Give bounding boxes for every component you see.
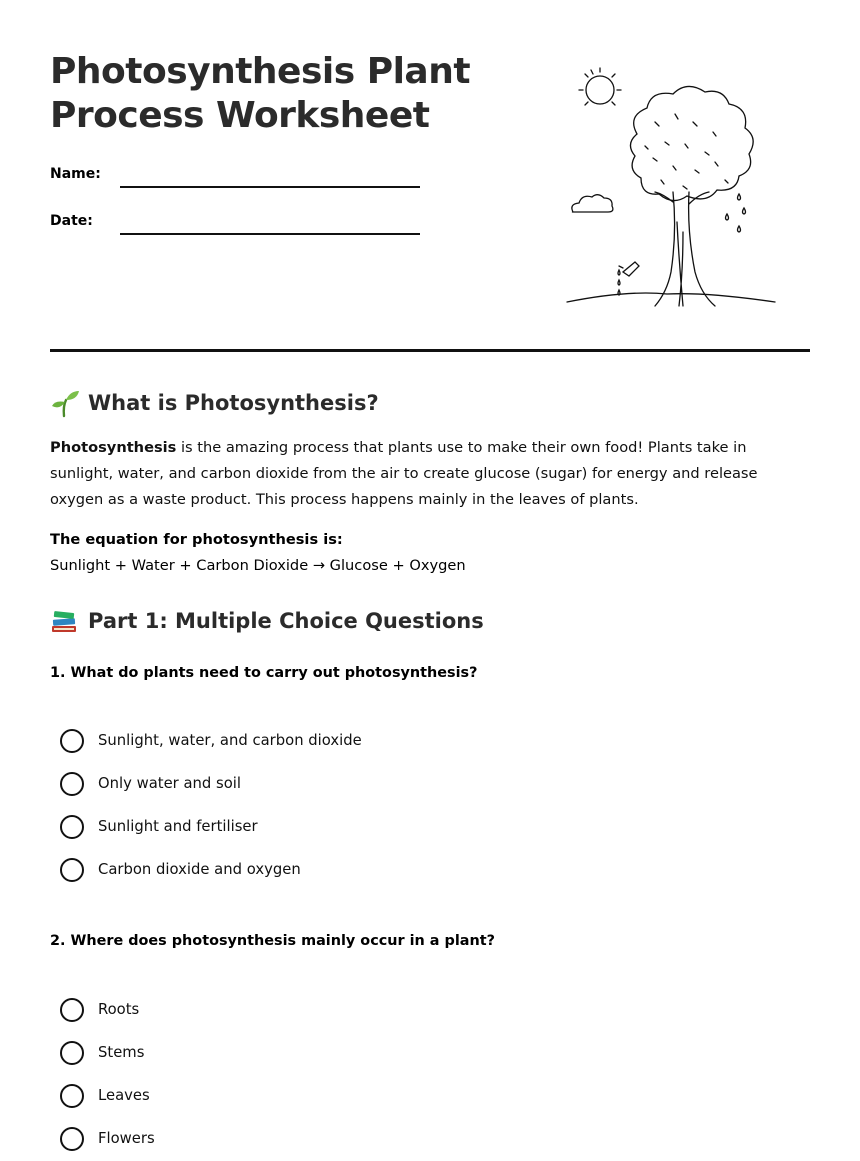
tree-canopy: [630, 86, 753, 200]
ground-line: [567, 293, 775, 302]
worksheet-header: [50, 50, 810, 320]
radio-button[interactable]: [60, 815, 84, 839]
seedling-icon: [50, 388, 80, 418]
part1-section: [50, 606, 810, 636]
sun-rays: [579, 68, 621, 105]
radio-button[interactable]: [60, 1041, 84, 1065]
option-q2-d[interactable]: [60, 1117, 155, 1160]
intro-paragraph: [50, 435, 810, 513]
equation-label: The equation for photosynthesis is:: [50, 531, 343, 548]
intro-heading: [50, 388, 810, 418]
sun-icon: [586, 76, 614, 104]
option-q2-c[interactable]: [60, 1074, 155, 1117]
name-field[interactable]: [50, 166, 420, 182]
option-label: Sunlight and fertiliser: [98, 818, 258, 835]
intro-paragraph-text: is the amazing process that plants use to make their own food! Plants take in sunlight, water, and carbon dioxide from the air to create glucose (sugar) for energy and release oxygen as a waste product. This process happens mainly in the leaves of plants.: [50, 439, 758, 508]
option-label: Carbon dioxide and oxygen: [98, 861, 301, 878]
radio-button[interactable]: [60, 772, 84, 796]
radio-button[interactable]: [60, 858, 84, 882]
intro-section: [50, 388, 810, 579]
radio-button[interactable]: [60, 1084, 84, 1108]
option-q1-a[interactable]: [60, 719, 362, 762]
option-label: Stems: [98, 1044, 145, 1061]
radio-button[interactable]: [60, 1127, 84, 1151]
name-label: Name:: [50, 166, 101, 182]
tree-trunk: [655, 192, 715, 306]
radio-button[interactable]: [60, 998, 84, 1022]
option-label: Sunlight, water, and carbon dioxide: [98, 732, 362, 749]
question-2-options: [60, 988, 155, 1160]
watering-can-icon: [619, 262, 639, 276]
radio-button[interactable]: [60, 729, 84, 753]
option-q1-b[interactable]: [60, 762, 362, 805]
question-1-options: [60, 719, 362, 891]
part1-heading-text: Part 1: Multiple Choice Questions: [88, 609, 484, 633]
option-q1-d[interactable]: [60, 848, 362, 891]
option-q1-c[interactable]: [60, 805, 362, 848]
equation-text: Sunlight + Water + Carbon Dioxide → Glucose + Oxygen: [50, 557, 466, 574]
intro-heading-text: What is Photosynthesis?: [88, 391, 379, 415]
date-label: Date:: [50, 213, 93, 229]
option-label: Only water and soil: [98, 775, 241, 792]
date-line[interactable]: [120, 233, 420, 235]
question-1: 1. What do plants need to carry out photosynthesis?: [50, 665, 478, 681]
intro-term: Photosynthesis: [50, 439, 177, 456]
question-2: 2. Where does photosynthesis mainly occur in a plant?: [50, 933, 495, 949]
part1-heading: [50, 606, 810, 636]
tree-illustration: [565, 62, 780, 312]
option-label: Flowers: [98, 1130, 155, 1147]
date-field[interactable]: [50, 213, 420, 229]
books-icon: [50, 606, 80, 636]
header-divider: [50, 349, 810, 352]
option-q2-b[interactable]: [60, 1031, 155, 1074]
option-q2-a[interactable]: [60, 988, 155, 1031]
cloud-icon: [572, 195, 613, 212]
name-line[interactable]: [120, 186, 420, 188]
option-label: Leaves: [98, 1087, 150, 1104]
option-label: Roots: [98, 1001, 140, 1018]
worksheet-title: Photosynthesis Plant Process Worksheet: [50, 51, 471, 136]
